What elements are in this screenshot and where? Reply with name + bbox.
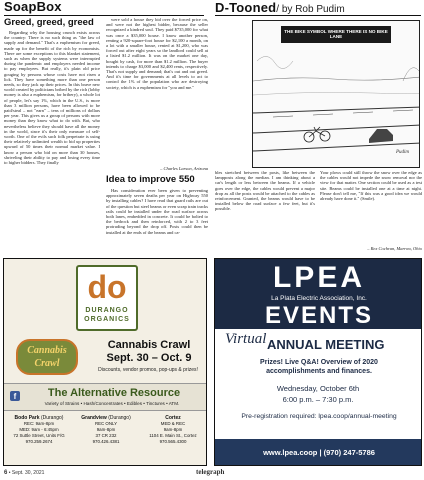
footer-separator: • [8, 470, 11, 476]
alt-resource-subtitle: Variety of Strains • Hash/Concentrates • Edibles • Tinctures • ATM. [44, 401, 180, 406]
dtooned-signature-2: – Rex Cochran, Marrow, Ohio [367, 246, 422, 251]
lpea-annual-meeting: ANNUAL MEETING [267, 337, 385, 352]
crawl-dates: Sept. 30 – Oct. 9 [106, 352, 192, 364]
soapbox-section-title: SoapBox [4, 0, 62, 14]
lpea-prizes: Prizes! Live Q&A! Overview of 2020 accomplishments and finances. [260, 359, 378, 375]
store-phone: 970.259.2674 [25, 439, 53, 444]
dtooned-column-3 [215, 170, 315, 254]
store-address: 72 Suttle Street, Units F/G [13, 433, 65, 438]
store-loc: (Durango) [40, 415, 64, 421]
cartoon-panel [252, 20, 420, 168]
durango-organics-ad[interactable] [3, 258, 207, 466]
soapbox-column-2b [106, 188, 208, 254]
store-type: REC: 9am-8pm [23, 421, 55, 426]
soapbox-column-1 [4, 30, 100, 254]
alt-resource-banner [4, 383, 207, 411]
soapbox-column-2b-text: Has consideration ever been given to preventing approximately seven deaths per year on Highway 550 by installing cables? I have read that guard rails are out of the question but steel beams or even scrap train tracks rails could be installed under the road surface across both lanes, embedded in concrete. It could be bolted to the bedrock and then reinforced, with 2 to 3 feet protruding beyond the drop off. Posts could then be installed at the ends of the beams and ca- [106, 188, 208, 235]
soapbox-column-2-text: were sold a house they bid over the forced price on, and were not the highest bidder, because the seller recognized a kindred soul. They paid $735,000 for what was once a $35,000 house. I know another person, renting a 920-square-foot house for $2,100 a month, on a lot with a smaller house, rented at $1,200, who was forced out after eight years so the landlord could sell at a listed $1.2 million. It was on the market one day, bought by cash, for more than $1.2 million. The buyer intends to charge $3,000 and $2,400 rents, respectively. That's not supply and demand; that's out and out greed. And it's time for governments at all levels to act to control the 1% of the population who are destroying society, which is a euphemism for "you and me." [106, 17, 208, 90]
store-list [8, 415, 204, 463]
store-name: Bodo Park [14, 415, 40, 421]
lpea-logo: LPEA [272, 261, 365, 294]
store-type: MED & REC [160, 421, 186, 426]
lpea-header [215, 259, 422, 329]
crawl-desc: Discounts, vendor promos, pop-ups & prizes! [98, 367, 198, 373]
page-date: Sept. 30, 2021 [11, 470, 45, 476]
soapbox-column-2 [106, 17, 208, 165]
lpea-date: Wednesday, October 6th [276, 384, 360, 393]
footer-masthead: telegraph [196, 468, 225, 476]
lpea-events: EVENTS [264, 302, 374, 329]
store-hours: 9am-8pm [163, 427, 183, 432]
soapbox-rule [4, 15, 204, 16]
soapbox-headline-2: Idea to improve 550 [106, 174, 195, 185]
lpea-prereg: Pre-registration required: lpea.coop/annual-meeting [241, 413, 397, 420]
store-name: Grandview [81, 415, 107, 421]
soapbox-headline: Greed, greed, greed [4, 17, 94, 28]
store-address: 37 CR 232 [95, 433, 117, 438]
cartoon-signature: Pudim [395, 150, 409, 155]
durango-logo-name: DURANGO [85, 307, 129, 314]
store-hours: 9am-8pm [96, 427, 116, 432]
durango-logo [76, 265, 138, 331]
store-name: Cortez [165, 415, 181, 421]
store-hours: MED: 9am - 6:45pm [19, 427, 59, 432]
badge-text-bottom: Crawl [34, 358, 60, 369]
lpea-subtitle: La Plata Electric Association, Inc. [271, 295, 367, 302]
dtooned-byline: / by Rob Pudim [276, 4, 345, 15]
dtooned-rule [215, 15, 421, 16]
soapbox-signature-1: – Charles Larson, Arizona [160, 166, 208, 171]
store-type: REC ONLY [94, 421, 118, 426]
cannabis-crawl-badge [16, 339, 78, 375]
lpea-annual-meeting-ad[interactable] [214, 258, 422, 466]
badge-text-top: Cannabis [27, 345, 67, 356]
cartoon-drawing [253, 21, 420, 168]
facebook-icon[interactable]: f [10, 391, 20, 401]
soapbox-column-1-text: Regarding why the housing crunch exists across the country: There is no such thing as "the law of supply and demand." That's a euphemism for greed, made up for the benefit of the rich by economists. There are some exceptions to this blanket statement, such as when the supply systems were interrupted during the pandemic and employers needed income to pay employees. But really, it's plain old price gouging by persons whose costs have not risen a lick. They have something more than one person needs, so they jack up their prices. In this brave new world created by politicians bribed by the rich (lobby money is also a euphemism, for bribery), a whole lot of people, let's say 1%, which in the U.S., is more than 3 million persons, have been allowed to be paid/steal – not "earn" – tens of millions of dollars per year. This gives us a group of persons with more money than they know what to do with. But, who nevertheless believe they should have all the money in the world, since it's their only measure of self-worth. One of the evils such folk perpetrate is using their relatively unlimited wealth to bid up properties upward of 50 times their normal market value. I know a person who bid on more than 30 houses, shriveling their ability to pay and losing every time to higher bidders. They finally [4, 30, 100, 166]
page-footer [4, 470, 44, 476]
lpea-time: 6:00 p.m. – 7:30 p.m. [282, 395, 354, 404]
dtooned-column-4 [320, 170, 422, 244]
durango-logo-sub: ORGANICS [84, 316, 130, 323]
store-loc: (Durango) [108, 415, 131, 421]
dtooned-section-title: D-Tooned [215, 0, 277, 15]
store-phone: 970.565.4300 [159, 439, 187, 444]
cartoon-sign-text: THE BIKE SYMBOL WHERE THERE IS NO BIKE LANE [284, 29, 388, 40]
durango-logo-letters: do [87, 269, 127, 305]
lpea-footer[interactable] [215, 439, 422, 466]
dtooned-column-4-text: Your plows could still throw the snow over the edge as the cables would not impede the snow removal nor the view for that matter. One section could be used as a test site. Beams could be installed one at a time at night. Please don't tell me, "If this was a good idea we would already have done it." (Smile). [320, 170, 422, 202]
crawl-title: Cannabis Crawl [107, 339, 191, 351]
store-bodo-park [8, 415, 70, 463]
store-phone: 970.426.4381 [92, 439, 120, 444]
store-grandview [75, 415, 137, 463]
store-cortez [142, 415, 204, 463]
dtooned-column-3-text: bles stretched between the posts, like between the lampposts along the median. I am thinking about a car's length or less between the beams. If a vehicle goes over the edge, the cables would prevent a major drop as all the posts would be attached to the cables as reinforcement. Granted, the beams would have to be installed below the road surface a few feet, but it's possible. [215, 170, 315, 212]
lpea-footer-text: www.lpea.coop | (970) 247-5786 [263, 448, 375, 457]
lpea-virtual: Virtual [225, 331, 267, 347]
alt-resource-title: The Alternative Resource [47, 387, 181, 399]
page-number: 6 [4, 470, 8, 476]
store-address: 1104 E. Main St., Cortez [149, 433, 197, 438]
